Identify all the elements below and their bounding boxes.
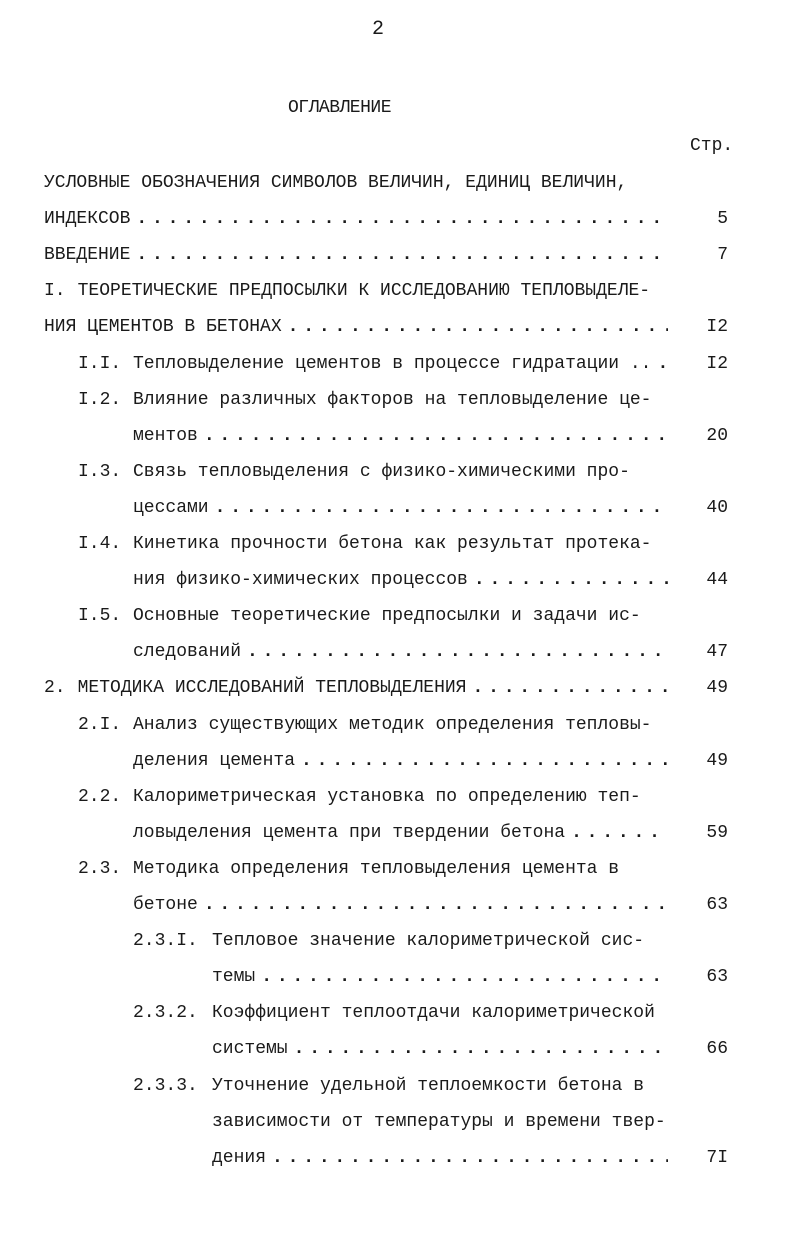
dot-leader xyxy=(301,751,668,771)
toc-title: ОГЛАВЛЕНИЕ xyxy=(288,98,392,118)
toc-entry-text: бетоне xyxy=(133,895,198,915)
toc-entry-page: 40 xyxy=(706,498,728,518)
toc-entry-text: Уточнение удельной теплоемкости бетона в xyxy=(212,1076,645,1096)
toc-entry-number: I.I. xyxy=(78,354,122,374)
toc-entry-line xyxy=(133,823,668,847)
toc-entry-line xyxy=(78,462,630,486)
toc-entry-number: 2.3.3. xyxy=(133,1076,198,1096)
toc-entry-line xyxy=(133,498,668,522)
toc-entry-line xyxy=(78,354,668,378)
toc-entry-text: ИНДЕКСОВ xyxy=(44,209,131,229)
dot-leader xyxy=(204,895,668,915)
dot-leader xyxy=(204,426,668,446)
toc-entry-text: Коэффициент теплоотдачи калориметрической xyxy=(212,1003,655,1023)
toc-entry-line xyxy=(78,715,651,739)
toc-entry-text: ния физико-химических процессов xyxy=(133,570,468,590)
toc-entry-line xyxy=(212,1148,668,1172)
toc-entry-text: Влияние различных факторов на тепловыделение це- xyxy=(133,390,652,410)
toc-entry-text: Связь тепловыделения с физико-химическими про- xyxy=(133,462,630,482)
toc-entry-page: 47 xyxy=(706,642,728,662)
toc-entry-text: ловыделения цемента при твердении бетона xyxy=(133,823,566,843)
toc-entry-line xyxy=(133,1003,655,1027)
toc-entry-text: НИЯ ЦЕМЕНТОВ В БЕТОНАХ xyxy=(44,317,282,337)
toc-entry-page: I2 xyxy=(706,354,728,374)
toc-entry-page: 59 xyxy=(706,823,728,843)
toc-entry-line xyxy=(133,931,644,955)
dot-leader xyxy=(571,823,668,843)
toc-entry-line xyxy=(212,967,668,991)
toc-entry-text: ТЕОРЕТИЧЕСКИЕ ПРЕДПОСЫЛКИ К ИССЛЕДОВАНИЮ ТЕПЛОВЫДЕЛЕ- xyxy=(77,281,651,301)
toc-entry-line xyxy=(212,1039,668,1063)
toc-entry-line xyxy=(133,751,668,775)
toc-entry-number: 2.I. xyxy=(78,715,122,735)
toc-entry-page: 49 xyxy=(706,678,728,698)
toc-entry-number: I. xyxy=(44,281,66,301)
toc-entry-page: 63 xyxy=(706,967,728,987)
toc-entry-text: ментов xyxy=(133,426,198,446)
toc-entry-line xyxy=(133,426,668,450)
dot-leader xyxy=(215,498,668,518)
toc-entry-text: цессами xyxy=(133,498,209,518)
toc-entry-page: I2 xyxy=(706,317,728,337)
dot-leader xyxy=(261,967,668,987)
toc-entry-text: дения xyxy=(212,1148,267,1168)
toc-entry-text: Тепловыделение цементов в процессе гидратации .. xyxy=(133,354,652,374)
toc-entry-number: 2.2. xyxy=(78,787,122,807)
toc-entry-line xyxy=(44,678,668,702)
toc-entry-page: 66 xyxy=(706,1039,728,1059)
dot-leader xyxy=(294,1039,668,1059)
toc-entry-line xyxy=(133,570,668,594)
toc-entry-number: I.3. xyxy=(78,462,122,482)
toc-entry-line xyxy=(133,895,668,919)
toc-entry-text: зависимости от температуры и времени твер- xyxy=(212,1112,666,1132)
toc-entry-page: 44 xyxy=(706,570,728,590)
toc-entry-text: МЕТОДИКА ИССЛЕДОВАНИЙ ТЕПЛОВЫДЕЛЕНИЯ xyxy=(77,678,467,698)
toc-entry-line xyxy=(44,209,668,233)
page-number: 2 xyxy=(372,18,385,41)
toc-entry-text: Тепловое значение калориметрической сис- xyxy=(212,931,645,951)
toc-entry-page: 5 xyxy=(717,209,728,229)
toc-entry-page: 63 xyxy=(706,895,728,915)
toc-entry-text: темы xyxy=(212,967,256,987)
toc-entry-number: 2.3.I. xyxy=(133,931,198,951)
toc-entry-line xyxy=(133,1076,644,1100)
toc-entry-text: деления цемента xyxy=(133,751,296,771)
toc-entry-page: 7I xyxy=(706,1148,728,1168)
toc-entry-text: Калориметрическая установка по определению теп- xyxy=(133,787,641,807)
toc-entry-text: Анализ существующих методик определения тепловы- xyxy=(133,715,652,735)
toc-entry-text: системы xyxy=(212,1039,288,1059)
toc-entry-number: I.2. xyxy=(78,390,122,410)
toc-entry-line xyxy=(44,173,627,197)
toc-entry-number: 2. xyxy=(44,678,66,698)
dot-leader xyxy=(288,317,668,337)
toc-entry-text: Кинетика прочности бетона как результат протека- xyxy=(133,534,652,554)
dot-leader xyxy=(657,354,668,374)
toc-entry-page: 49 xyxy=(706,751,728,771)
toc-entry-page: 20 xyxy=(706,426,728,446)
dot-leader xyxy=(472,678,668,698)
toc-entry-line xyxy=(78,787,641,811)
toc-entry-number: I.4. xyxy=(78,534,122,554)
toc-entry-number: I.5. xyxy=(78,606,122,626)
toc-entry-line xyxy=(133,642,668,666)
toc-entry-line xyxy=(44,245,668,269)
toc-entry-line xyxy=(78,390,651,414)
toc-entry-number: 2.3.2. xyxy=(133,1003,198,1023)
dot-leader xyxy=(474,570,668,590)
dot-leader xyxy=(136,245,668,265)
toc-entry-text: УСЛОВНЫЕ ОБОЗНАЧЕНИЯ СИМВОЛОВ ВЕЛИЧИН, ЕДИНИЦ ВЕЛИЧИН, xyxy=(44,173,628,193)
toc-entry-text: Основные теоретические предпосылки и задачи ис- xyxy=(133,606,641,626)
toc-entry-line xyxy=(44,281,650,305)
toc-entry-text: ВВЕДЕНИЕ xyxy=(44,245,131,265)
toc-entry-number: 2.3. xyxy=(78,859,122,879)
toc-entry-line xyxy=(212,1112,666,1136)
toc-entry-page: 7 xyxy=(717,245,728,265)
dot-leader xyxy=(272,1148,668,1168)
toc-entry-line xyxy=(78,606,641,630)
dot-leader xyxy=(247,642,668,662)
toc-entry-line xyxy=(44,317,668,341)
toc-entry-line xyxy=(78,859,619,883)
toc-entry-text: Методика определения тепловыделения цемента в xyxy=(133,859,620,879)
page-column-label: Стр. xyxy=(690,136,734,156)
toc-entry-text: следований xyxy=(133,642,242,662)
dot-leader xyxy=(136,209,668,229)
toc-entry-line xyxy=(78,534,651,558)
